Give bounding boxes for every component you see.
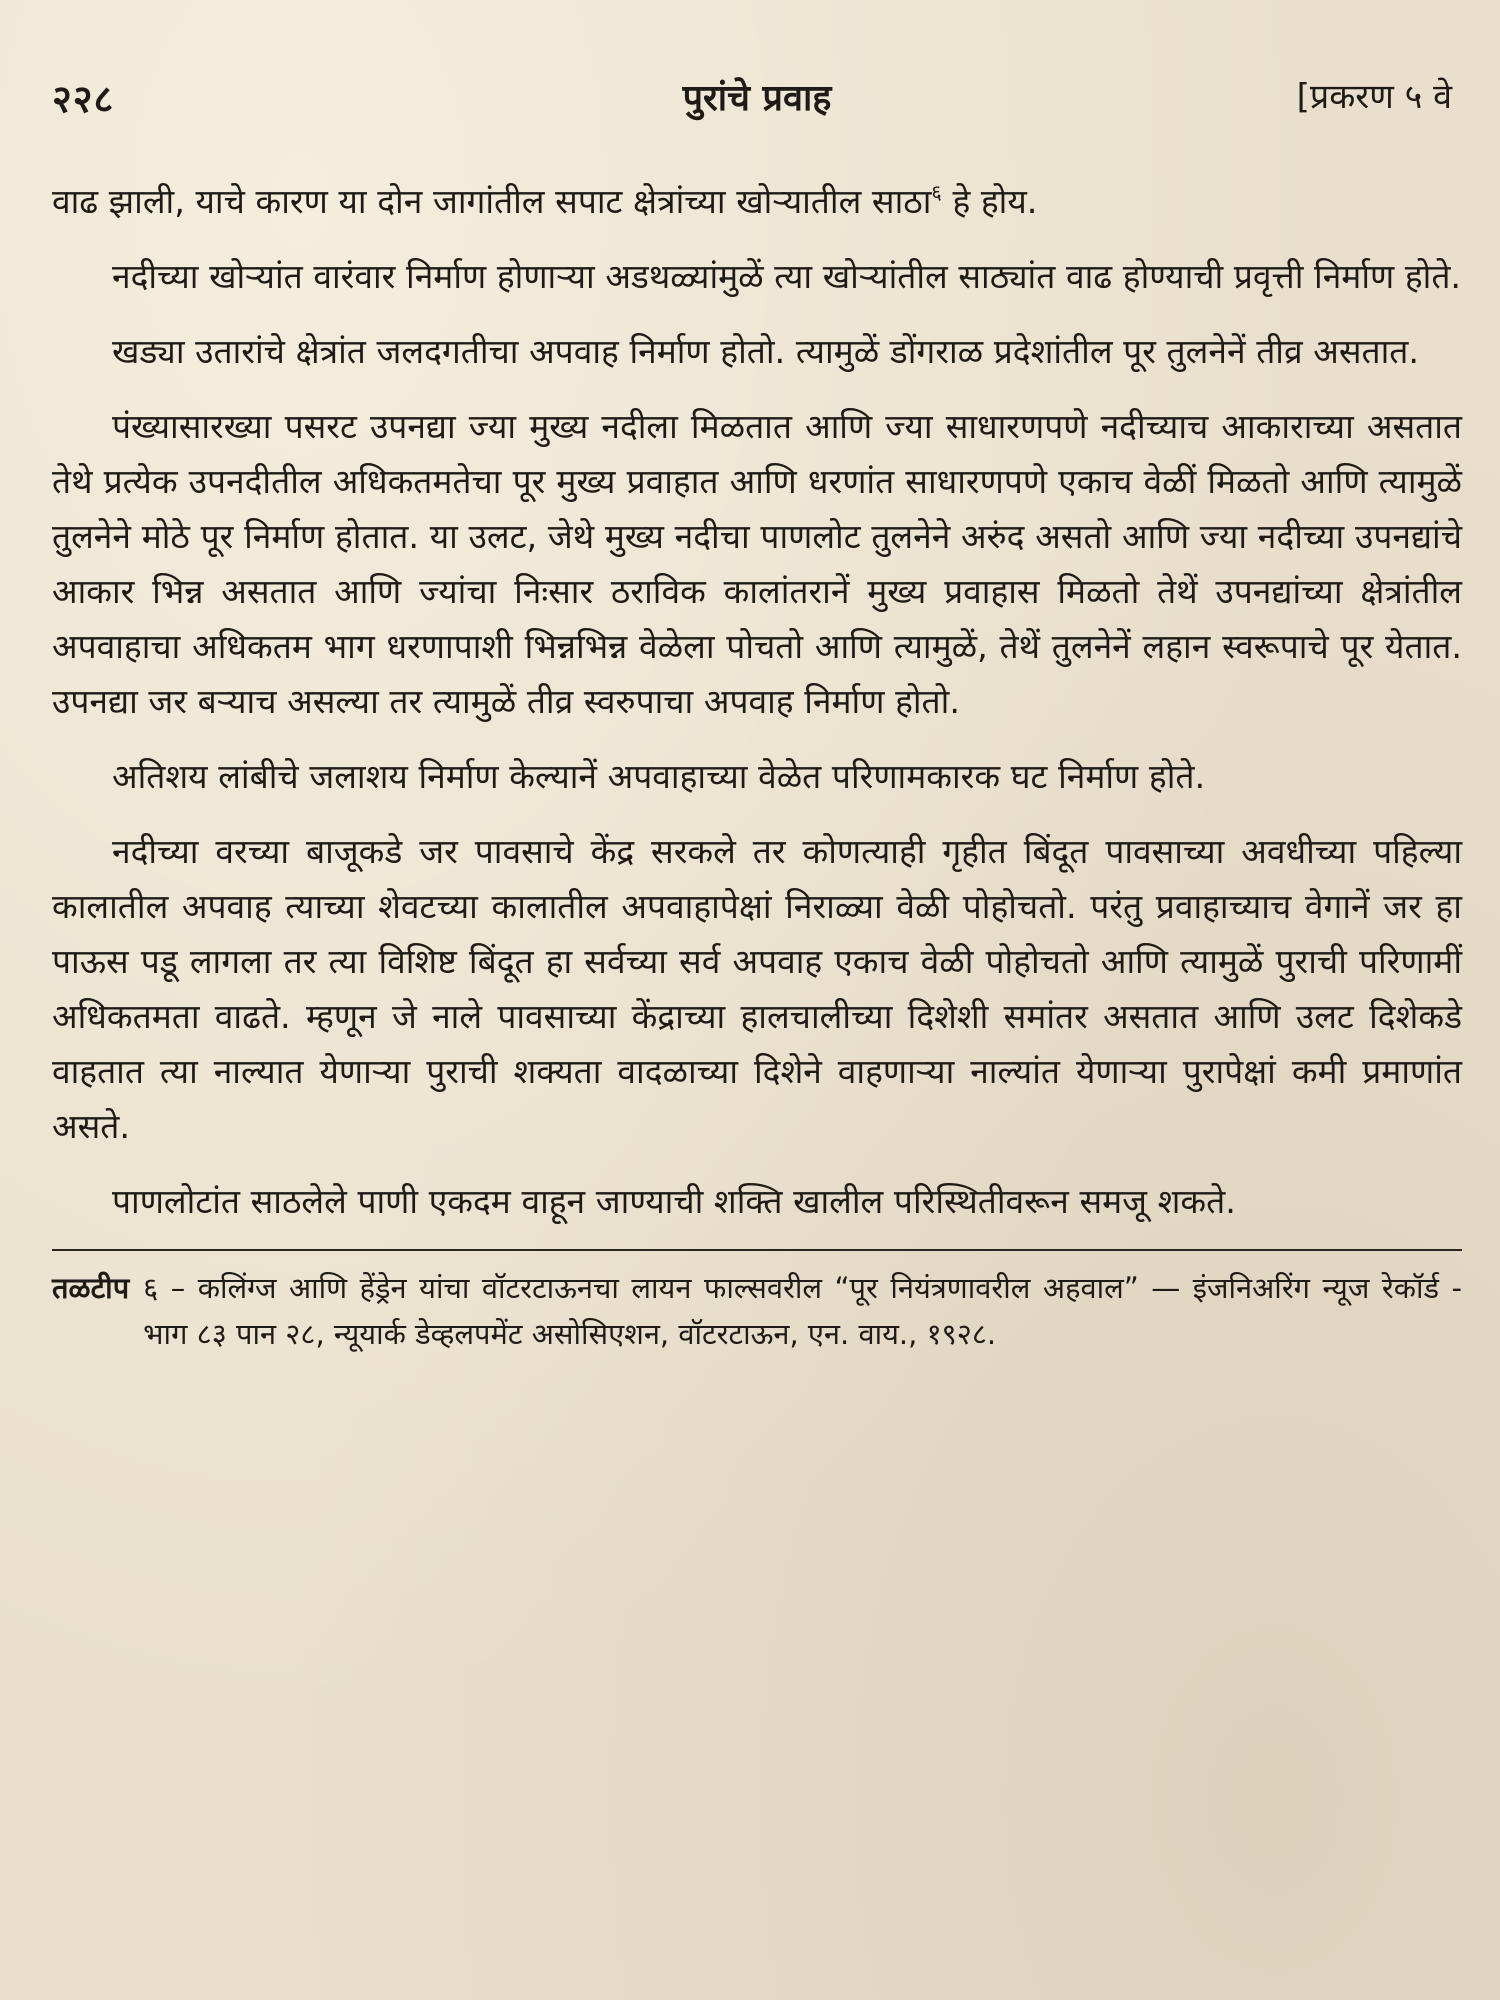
footnote-text: ६ – कलिंग्ज आणि हेंड्रेन यांचा वॉटरटाऊनचा लायन फाल्सवरील “पूर नियंत्रणावरील अहवाल” — इंजनिअरिंग न्यूज रेकॉर्ड - भाग ८३ पान २८, न्यूयार्क डेव्हलपमेंट असोसिएशन, वॉटरटाऊन, एन. वाय., १९२८. xyxy=(143,1271,1462,1351)
footnote-divider xyxy=(52,1249,1462,1251)
chapter-reference: [प्रकरण ५ वे xyxy=(1296,77,1452,117)
paragraph-3: खड्या उतारांचे क्षेत्रांत जलदगतीचा अपवाह निर्माण होतो. त्यामुळें डोंगराळ प्रदेशांतील पूर तुलनेनें तीव्र असतात. xyxy=(112,332,1420,371)
paragraph-1-text: वाढ झाली, याचे कारण या दोन जागांतील सपाट क्षेत्रांच्या खोऱ्यातील साठा xyxy=(52,182,932,221)
paragraph-5: अतिशय लांबीचे जलाशय निर्माण केल्यानें अपवाहाच्या वेळेत परिणामकारक घट निर्माण होते. xyxy=(112,757,1206,796)
page-header xyxy=(52,62,1462,132)
footnote xyxy=(52,1265,1462,1357)
footnote-label: तळटीप xyxy=(52,1271,130,1305)
running-title: पुरांचे प्रवाह xyxy=(682,78,832,119)
paragraph-4: पंख्यासारख्या पसरट उपनद्या ज्या मुख्य नदीला मिळतात आणि ज्या साधारणपणे नदीच्याच आकाराच्या असतात तेथे प्रत्येक उपनदीतील अधिकतमतेचा पूर मुख्य प्रवाहात आणि धरणांत साधारणपणे एकाच वेळीं मिळतो आणि त्यामुळें तुलनेने मोठे पूर निर्माण होतात. या उलट, जेथे मुख्य नदीचा पाणलोट तुलनेने अरुंद असतो आणि ज्या नदीच्या उपनद्यांचे आकार भिन्न असतात आणि ज्यांचा निःसार ठराविक कालांतरानें मुख्य प्रवाहास मिळतो तेथें उपनद्यांच्या क्षेत्रांतील अपवाहाचा अधिकतम भाग धरणापाशी भिन्नभिन्न वेळेला पोचतो आणि त्यामुळें, तेथें तुलनेनें लहान स्वरूपाचे पूर येतात. उपनद्या जर बऱ्याच असल्या तर त्यामुळें तीव्र स्वरुपाचा अपवाह निर्माण होतो. xyxy=(52,407,1462,721)
book-page xyxy=(52,62,1462,1962)
paragraph-2: नदीच्या खोऱ्यांत वारंवार निर्माण होणाऱ्या अडथळ्यांमुळें त्या खोऱ्यांतील साठ्यांत वाढ होण्याची प्रवृत्ती निर्माण होते. xyxy=(112,257,1462,296)
paragraph-1 xyxy=(52,174,1462,229)
paragraph-7: पाणलोटांत साठलेले पाणी एकदम वाहून जाण्याची शक्ति खालील परिस्थितीवरून समजू शकते. xyxy=(112,1182,1236,1221)
paragraph-6: नदीच्या वरच्या बाजूकडे जर पावसाचे केंद्र सरकले तर कोणत्याही गृहीत बिंदूत पावसाच्या अवधीच्या पहिल्या कालातील अपवाह त्याच्या शेवटच्या कालातील अपवाहापेक्षां निराळ्या वेळी पोहोचतो. परंतु प्रवाहाच्याच वेगानें जर हा पाऊस पडू लागला तर त्या विशिष्ट बिंदूत हा सर्वच्या सर्व अपवाह एकाच वेळी पोहोचतो आणि त्यामुळें पुराची परिणामीं अधिकतमता वाढते. म्हणून जे नाले पावसाच्या केंद्राच्या हालचालीच्या दिशेशी समांतर असतात आणि उलट दिशेकडे वाहतात त्या नाल्यात येणाऱ्या पुराची शक्यता वादळाच्या दिशेने वाहणाऱ्या नाल्यांत येणाऱ्या पुरापेक्षां कमी प्रमाणांत असते. xyxy=(52,832,1462,1146)
paragraph-1-tail: हे होय. xyxy=(941,182,1038,221)
page-number: २२८ xyxy=(52,77,115,121)
footnote-marker: ६ xyxy=(931,179,942,204)
body-text xyxy=(52,174,1462,1229)
